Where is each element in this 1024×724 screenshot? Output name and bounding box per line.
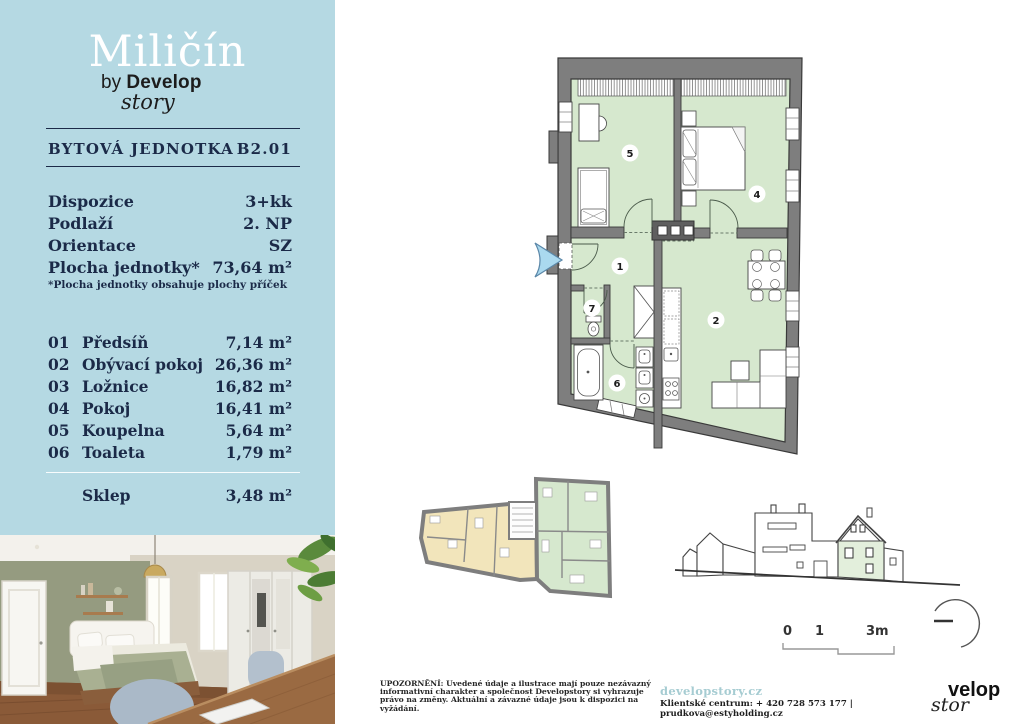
- unit-header: [48, 140, 292, 158]
- room-badge-6: 6: [613, 378, 621, 390]
- room-row: [48, 377, 292, 396]
- room-name: Toaleta: [82, 443, 146, 462]
- divider: [46, 128, 300, 129]
- cellar-label: Sklep: [82, 486, 131, 505]
- overview-staircase: [509, 502, 536, 539]
- detail-label: Podlaží: [48, 214, 114, 233]
- detail-row: [48, 258, 292, 277]
- scale-label-1: 1: [815, 624, 825, 639]
- bathtub: [574, 345, 603, 400]
- room-number: 06: [48, 443, 70, 462]
- room-number: 05: [48, 421, 70, 440]
- room-name: Koupelna: [82, 421, 165, 440]
- entrance-opening: [559, 243, 572, 269]
- room-row: [48, 399, 292, 418]
- room-badge-2: 2: [712, 315, 720, 327]
- room-name: Obývací pokoj: [82, 355, 203, 374]
- interior-photo: [0, 535, 335, 724]
- kitchen-unit: [662, 288, 681, 408]
- washing-machine: [636, 390, 653, 407]
- detail-value: 3+kk: [245, 192, 292, 211]
- compass-mark: [915, 588, 1024, 663]
- unit-id: B2.01: [236, 140, 292, 158]
- wall-pilaster: [549, 131, 558, 163]
- room-area: 1,79 m²: [225, 443, 292, 462]
- sidebar: [0, 0, 335, 535]
- contact-block: [660, 684, 940, 719]
- room-badge-7: 7: [588, 303, 596, 315]
- detail-value: 2. NP: [243, 214, 292, 233]
- photo-door: [2, 581, 46, 695]
- area-footnote: *Plocha jednotky obsahuje plochy příček: [48, 279, 287, 291]
- floor-plan: [520, 15, 835, 480]
- room-area: 7,14 m²: [225, 333, 292, 352]
- room-area: 16,82 m²: [214, 377, 292, 396]
- website-link[interactable]: developstory.cz: [660, 684, 763, 698]
- hall-closet: [634, 286, 654, 338]
- detail-value: 73,64 m²: [212, 258, 292, 277]
- unit-section-label: BYTOVÁ JEDNOTKA: [48, 140, 234, 158]
- room-area: 5,64 m²: [225, 421, 292, 440]
- developer-logo-fragment-story: stor: [931, 694, 969, 716]
- detail-row: [48, 236, 292, 255]
- overview-floor-plan: [403, 463, 618, 603]
- contact-info: Klientské centrum: + 420 728 573 177 | prudkova@estyholding.cz: [660, 699, 853, 719]
- disclaimer-text: [380, 680, 680, 713]
- room-number: 02: [48, 355, 70, 374]
- room-row: [48, 443, 292, 462]
- room-area: 26,36 m²: [214, 355, 292, 374]
- scale-bar: [778, 638, 903, 660]
- hatch-strip: [681, 79, 786, 96]
- brand-by: by: [101, 72, 122, 93]
- room-number: 03: [48, 377, 70, 396]
- elevation-drawing: [668, 478, 968, 593]
- room-name: Ložnice: [82, 377, 149, 396]
- divider: [46, 166, 300, 167]
- scale-label-3m: 3m: [866, 624, 889, 639]
- room-number: 01: [48, 333, 70, 352]
- developer-logo-fragment: velop: [948, 679, 1001, 701]
- scale-label-0: 0: [783, 624, 793, 639]
- divider: [46, 472, 300, 473]
- room-row: [48, 355, 292, 374]
- cellar-row: [48, 486, 292, 505]
- interior-photo-render: [0, 535, 335, 724]
- room-number: 04: [48, 399, 70, 418]
- room-name: Předsíň: [82, 333, 149, 352]
- disclaimer-line-1: UPOZORNĚNÍ: Uvedené údaje a ilustrace mají pouze nezávazný: [380, 679, 651, 688]
- chimney-block: [652, 221, 694, 240]
- detail-label: Dispozice: [48, 192, 134, 211]
- room-row: [48, 333, 292, 352]
- room5-bed: [578, 168, 609, 227]
- project-logo: Miličín: [88, 27, 247, 77]
- room-badge-4: 4: [753, 189, 761, 201]
- detail-label: Plocha jednotky*: [48, 258, 200, 277]
- disclaimer-line-3: právo na změny. Aktuální a závazné údaje jsou k dispozici na vyžádání.: [380, 695, 639, 713]
- room-badge-5: 5: [626, 148, 634, 160]
- detail-row: [48, 214, 292, 233]
- detail-value: SZ: [268, 236, 292, 255]
- room-area: 16,41 m²: [214, 399, 292, 418]
- brand-story: story: [121, 90, 175, 114]
- hatch-strip: [578, 79, 674, 96]
- coffee-table: [731, 361, 749, 380]
- elevation-highlight-unit: [836, 508, 886, 580]
- detail-row: [48, 192, 292, 211]
- room-name: Pokoj: [82, 399, 131, 418]
- room-row: [48, 421, 292, 440]
- detail-label: Orientace: [48, 236, 136, 255]
- disclaimer-line-2: informativní charakter a společnost Developstory si vyhrazuje: [380, 687, 644, 697]
- brand-developer: Develop: [126, 72, 202, 93]
- room-badge-1: 1: [616, 261, 624, 273]
- cellar-area: 3,48 m²: [225, 486, 292, 505]
